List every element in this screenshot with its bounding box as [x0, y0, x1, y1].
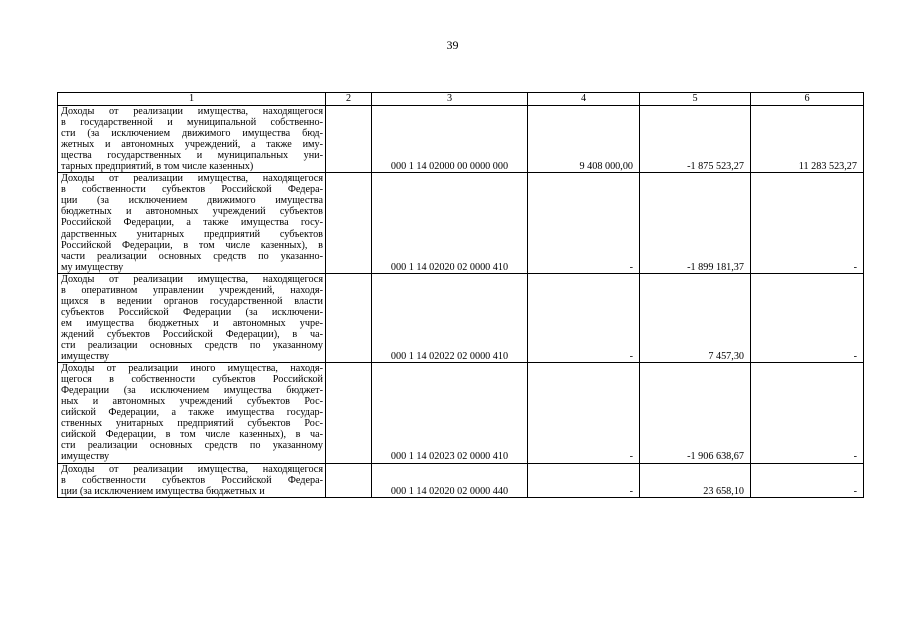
description-line: Российской Федерации, в том числе казенных), в: [61, 239, 323, 251]
amount-cell: -: [751, 463, 864, 497]
column-header: 2: [326, 93, 372, 106]
description-line: в собственности субъектов Российской Федера-: [61, 474, 323, 486]
amount-cell: -1 906 638,67: [640, 363, 751, 463]
description-line: тарных предприятий, в том числе казенных): [61, 161, 254, 173]
blank-cell: [326, 363, 372, 463]
amount-cell: -: [751, 173, 864, 273]
description-line: ных и автономных учреждений субъектов Рос-: [61, 396, 323, 408]
table-row: [58, 363, 864, 463]
description-line: бюджетных и автономных учреждений субъектов: [61, 206, 323, 218]
column-header: 4: [528, 93, 640, 106]
description-line: Доходы от реализации имущества, находящегося: [61, 173, 323, 185]
budget-classification-code: 000 1 14 02020 02 0000 440: [372, 463, 528, 497]
column-header: 3: [372, 93, 528, 106]
revenue-table: [57, 92, 864, 498]
revenue-description: [58, 273, 326, 362]
description-line: в государственной и муниципальной собственно-: [61, 117, 323, 129]
revenue-description: [58, 106, 326, 173]
budget-classification-code: 000 1 14 02023 02 0000 410: [372, 363, 528, 463]
table-header-row: [58, 93, 864, 106]
revenue-description: [58, 363, 326, 463]
description-line: Российской Федерации, а также имущества госу-: [61, 217, 323, 229]
amount-cell: 9 408 000,00: [528, 106, 640, 173]
description-line: сти реализации основных средств по указанному: [61, 440, 323, 452]
amount-cell: -: [751, 363, 864, 463]
table-row: [58, 106, 864, 173]
amount-cell: 23 658,10: [640, 463, 751, 497]
amount-cell: 11 283 523,27: [751, 106, 864, 173]
budget-classification-code: 000 1 14 02020 02 0000 410: [372, 173, 528, 273]
description-line: щегося в собственности субъектов Российской: [61, 374, 323, 386]
description-line: сийской Федерации, в том числе казенных), в ча-: [61, 429, 323, 441]
blank-cell: [326, 173, 372, 273]
description-line: ции (за исключением имущества бюджетных и: [61, 485, 265, 497]
blank-cell: [326, 106, 372, 173]
description-line: Федерации (за исключением имущества бюджет-: [61, 385, 323, 397]
amount-cell: -: [528, 273, 640, 362]
description-line: жетных и автономных учреждений, а также иму-: [61, 139, 323, 151]
description-line: ции (за исключением движимого имущества: [61, 195, 323, 207]
column-header: 5: [640, 93, 751, 106]
amount-cell: 7 457,30: [640, 273, 751, 362]
table-row: [58, 273, 864, 362]
table-row: [58, 463, 864, 497]
budget-classification-code: 000 1 14 02022 02 0000 410: [372, 273, 528, 362]
column-header: 1: [58, 93, 326, 106]
description-line: щества государственных и муниципальных уни-: [61, 150, 323, 162]
column-header: 6: [751, 93, 864, 106]
amount-cell: -: [751, 273, 864, 362]
description-line: сийской Федерации, а также имущества государ-: [61, 407, 323, 419]
amount-cell: -: [528, 363, 640, 463]
description-line: Доходы от реализации иного имущества, находя-: [61, 363, 323, 375]
amount-cell: -1 875 523,27: [640, 106, 751, 173]
description-line: Доходы от реализации имущества, находящегося: [61, 273, 323, 285]
description-line: щихся в ведении органов государственной власти: [61, 295, 323, 307]
description-line: дарственных унитарных предприятий субъектов: [61, 228, 323, 240]
description-line: ем имущества бюджетных и автономных учре-: [61, 317, 323, 329]
amount-cell: -1 899 181,37: [640, 173, 751, 273]
description-line: имуществу: [61, 451, 110, 463]
description-line: субъектов Российской Федерации (за исключени-: [61, 306, 323, 318]
table-row: [58, 173, 864, 273]
amount-cell: -: [528, 463, 640, 497]
description-line: в оперативном управлении учреждений, находя-: [61, 284, 323, 296]
blank-cell: [326, 273, 372, 362]
budget-classification-code: 000 1 14 02000 00 0000 000: [372, 106, 528, 173]
description-line: имуществу: [61, 351, 110, 363]
description-line: в собственности субъектов Российской Федера-: [61, 184, 323, 196]
blank-cell: [326, 463, 372, 497]
amount-cell: -: [528, 173, 640, 273]
description-line: му имуществу: [61, 261, 124, 273]
description-line: сти (за исключением движимого имущества бюд-: [61, 128, 323, 140]
description-line: ждений субъектов Российской Федерации), в ча-: [61, 328, 323, 340]
description-line: Доходы от реализации имущества, находящегося: [61, 463, 323, 475]
page-number: 39: [446, 38, 459, 52]
description-line: ственных унитарных предприятий субъектов Рос-: [61, 418, 323, 430]
description-line: сти реализации основных средств по указанному: [61, 339, 323, 351]
description-line: части реализации основных средств по указанно-: [61, 250, 323, 262]
revenue-description: [58, 173, 326, 273]
description-line: Доходы от реализации имущества, находящегося: [61, 106, 323, 117]
revenue-description: [58, 463, 326, 497]
